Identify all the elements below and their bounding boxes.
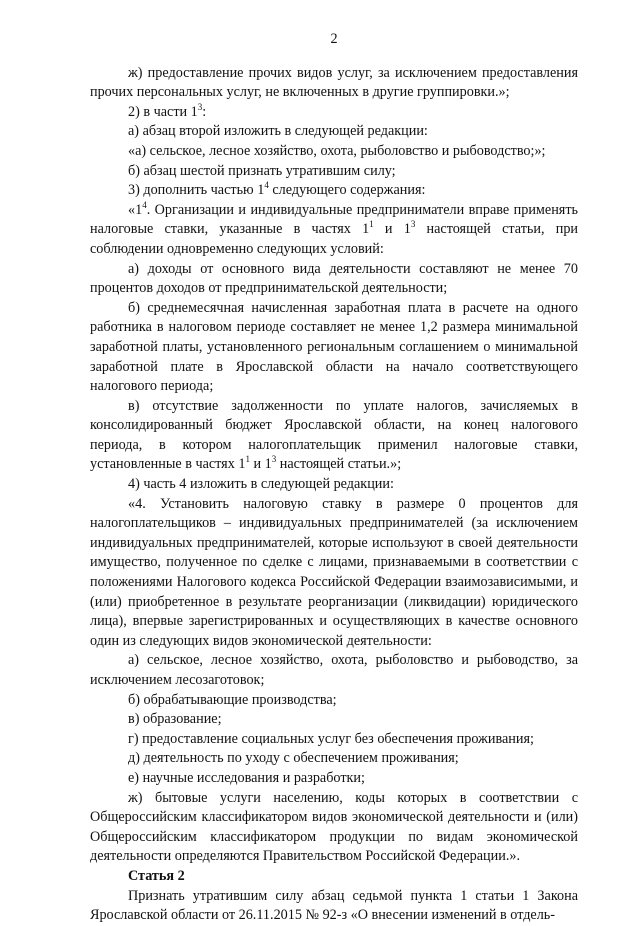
list-item-a: а) сельское, лесное хозяйство, охота, рыболовство и рыбоводство, за исключением лесозаготовок; <box>90 652 578 688</box>
paragraph-part-1-4-text: «$1^4$. Организации и индивидуальные предприниматели вправе применять налоговые ставки, указанные в частях $1^1$ и $1^3$ настоящей статьи, при соблюдении одновременно следующих условий: <box>90 199 579 257</box>
document-page <box>90 30 578 926</box>
paragraph-b-sixth-abzac: б) абзац шестой признать утратившим силу; <box>128 162 396 179</box>
paragraph-part-4-text: «4. Установить налоговую ставку в размере 0 процентов для налогоплательщиков – индивидуальных предпринимателей (за исключением индивидуальных предпринимателей, которые используют в своей деятельности имущество, полученное по сделке с лицами, признаваемыми в соответствии с положениями Налогового кодекса Российской Федерации взаимозависимыми, и (или) приобретенное в результате реорганизации (ликвидации) юридического лица), впервые зарегистрированных и осуществляющих в качестве основного один из следующих видов экономической деятельности: <box>90 495 578 649</box>
list-item-v: в) образование; <box>128 711 222 728</box>
list-item-d: д) деятельность по уходу с обеспечением проживания; <box>128 750 459 767</box>
paragraph-a-second-abzac: а) абзац второй изложить в следующей редакции: <box>128 123 428 140</box>
page-number: 2 <box>330 31 338 47</box>
paragraph-zh-services: ж) предоставление прочих видов услуг, за исключением предоставления прочих персональных услуг, не включенных в другие группировки.»; <box>90 64 578 101</box>
paragraph-condition-a: а) доходы от основного вида деятельности составляют не менее 70 процентов доходов от предпринимательской деятельности; <box>90 260 578 297</box>
paragraph-condition-b: б) среднемесячная начисленная заработная плата в расчете на одного работника в налоговом периоде составляет не менее 1,2 размера минимальной заработной платы, установленного региональным соглашением о минимальной заработной плате в Ярославской области на начало соответствующего налогового периода; <box>90 299 578 395</box>
article-2-heading: Статья 2 <box>128 867 185 884</box>
paragraph-condition-v: в) отсутствие задолженности по уплате налогов, зачисляемых в консолидированный бюджет Ярославской области, на конец налогового периода, в котором налогоплательщик применил налоговые ставки, установленные в частях $1^1$ и $1^3$ настоящей статьи.»; <box>90 397 578 473</box>
list-item-e: е) научные исследования и разработки; <box>128 769 365 786</box>
list-item-b: б) обрабатывающие производства; <box>128 691 337 708</box>
list-item-zh: ж) бытовые услуги населению, коды которых в соответствии с Общероссийским классификатором видов экономической деятельности и (или) Общероссийским классификатором продукции по видам экономической деятельности определяются Правительством Российской Федерации.». <box>90 789 578 865</box>
paragraph-part-4-edit: 4) часть 4 изложить в следующей редакции: <box>128 476 394 493</box>
paragraph-a-agriculture: «а) сельское, лесное хозяйство, охота, рыболовство и рыбоводство;»; <box>128 142 546 159</box>
article-2-text: Признать утратившим силу абзац седьмой пункта 1 статьи 1 Закона Ярославской области от 26.11.2015 № 92-з «О внесении изменений в отдель- <box>90 887 578 924</box>
paragraph-add-part-1-4: 3) дополнить частью $1^4$ следующего содержания: <box>128 180 426 199</box>
paragraph-part-1-3: 2) в части $1^3$: <box>128 101 207 120</box>
list-item-g: г) предоставление социальных услуг без обеспечения проживания; <box>128 730 534 747</box>
